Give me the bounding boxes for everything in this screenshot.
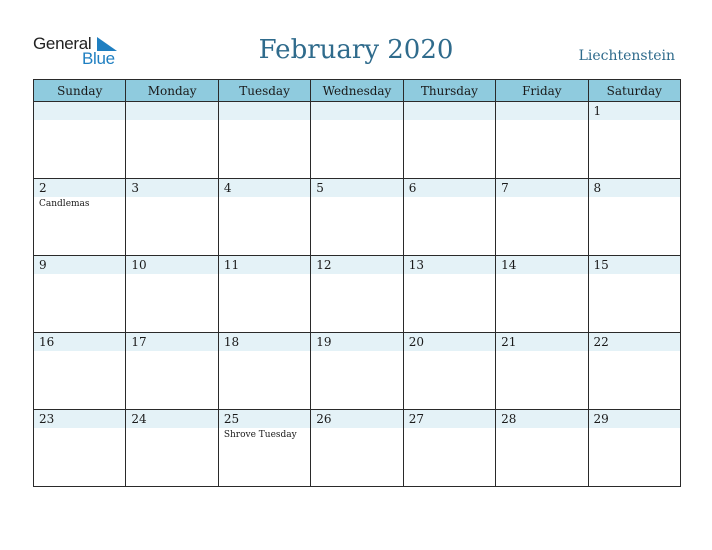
- day-number-band: [311, 102, 402, 120]
- day-number-band: [589, 410, 680, 428]
- day-cell: [311, 179, 403, 256]
- weekday-sunday: Sunday: [34, 80, 126, 102]
- day-number-band: [34, 410, 125, 428]
- day-number-band: [404, 333, 495, 351]
- day-cell: [311, 102, 403, 179]
- day-cell: [218, 256, 310, 333]
- logo-word-general: General: [33, 34, 92, 53]
- day-cell: [403, 333, 495, 410]
- week-row: [34, 410, 681, 487]
- day-number-band: [496, 410, 587, 428]
- day-number: 18: [223, 335, 240, 349]
- day-number-band: [219, 179, 310, 197]
- day-number-band: [404, 179, 495, 197]
- weekday-tuesday: Tuesday: [218, 80, 310, 102]
- day-number: 16: [39, 335, 55, 349]
- day-cell: [218, 102, 310, 179]
- day-number: 27: [408, 412, 424, 426]
- day-number: 24: [131, 412, 147, 426]
- day-cell: [311, 333, 403, 410]
- week-row: [34, 256, 681, 333]
- day-cell: [403, 410, 495, 487]
- day-cell: [403, 179, 495, 256]
- logo-word-blue: Blue: [82, 49, 115, 68]
- day-number-band: [219, 410, 310, 428]
- day-number: 4: [223, 181, 232, 195]
- day-number-band: [126, 179, 217, 197]
- day-number: 20: [408, 335, 424, 349]
- day-cell: [496, 256, 588, 333]
- day-number-band: [589, 102, 680, 120]
- day-number-band: [126, 333, 217, 351]
- weekday-friday: Friday: [496, 80, 588, 102]
- day-cell: [496, 179, 588, 256]
- day-number-band: [34, 333, 125, 351]
- day-number-band: [126, 102, 217, 120]
- day-number-band: [219, 333, 310, 351]
- day-number-band: [219, 256, 310, 274]
- page-title: February 2020: [258, 35, 454, 65]
- weekday-saturday: Saturday: [588, 80, 680, 102]
- day-number: 7: [501, 181, 509, 195]
- day-cell: [218, 179, 310, 256]
- country-label: Liechtenstein: [578, 48, 675, 64]
- weekday-header-row: [34, 80, 681, 102]
- day-number: 19: [316, 335, 332, 349]
- day-cell: [34, 333, 126, 410]
- day-number: 8: [593, 181, 602, 195]
- day-number: 11: [223, 258, 240, 272]
- day-number-band: [404, 102, 495, 120]
- day-number: 23: [39, 412, 55, 426]
- day-cell: [588, 256, 680, 333]
- day-number: 2: [39, 181, 47, 195]
- day-number: 17: [131, 335, 147, 349]
- day-number: 1: [593, 104, 602, 118]
- day-cell: [126, 102, 218, 179]
- day-cell: [311, 410, 403, 487]
- day-number: 3: [131, 181, 140, 195]
- day-number: 12: [316, 258, 332, 272]
- holiday-label: Candlemas: [39, 199, 90, 209]
- day-number-band: [126, 410, 217, 428]
- day-number-band: [404, 256, 495, 274]
- calendar-grid: [33, 79, 681, 487]
- week-row: [34, 102, 681, 179]
- day-number-band: [34, 102, 125, 120]
- day-cell: [588, 102, 680, 179]
- day-number: 29: [593, 412, 609, 426]
- day-cell: [126, 256, 218, 333]
- day-number: 25: [223, 412, 240, 426]
- day-number: 14: [501, 258, 517, 272]
- day-number: 21: [501, 335, 517, 349]
- day-number-band: [34, 179, 125, 197]
- day-number-band: [34, 256, 125, 274]
- day-cell: [403, 256, 495, 333]
- day-number-band: [589, 256, 680, 274]
- week-row: [34, 179, 681, 256]
- day-number: 28: [501, 412, 517, 426]
- day-cell: [496, 410, 588, 487]
- day-cell: [311, 256, 403, 333]
- day-cell: [588, 179, 680, 256]
- weekday-thursday: Thursday: [403, 80, 495, 102]
- day-number-band: [496, 256, 587, 274]
- day-cell: [496, 333, 588, 410]
- day-number-band: [219, 102, 310, 120]
- day-number: 10: [131, 258, 147, 272]
- day-number-band: [311, 256, 402, 274]
- day-number-band: [311, 333, 402, 351]
- weekday-wednesday: Wednesday: [311, 80, 403, 102]
- day-cell: [403, 102, 495, 179]
- week-row: [34, 333, 681, 410]
- day-number-band: [496, 102, 587, 120]
- day-number: 9: [39, 258, 47, 272]
- day-cell: [218, 333, 310, 410]
- day-cell: [34, 179, 126, 256]
- calendar-body: [34, 102, 681, 487]
- day-cell: [588, 410, 680, 487]
- holiday-label: Shrove Tuesday: [223, 430, 297, 440]
- day-number-band: [126, 256, 217, 274]
- day-number-band: [589, 179, 680, 197]
- day-number-band: [496, 333, 587, 351]
- weekday-monday: Monday: [126, 80, 218, 102]
- day-number: 15: [593, 258, 609, 272]
- day-cell: [34, 256, 126, 333]
- day-number-band: [311, 410, 402, 428]
- day-number-band: [311, 179, 402, 197]
- day-number: 26: [316, 412, 332, 426]
- day-number-band: [404, 410, 495, 428]
- day-cell: [496, 102, 588, 179]
- day-number: 5: [316, 181, 324, 195]
- day-cell: [126, 333, 218, 410]
- day-number-band: [496, 179, 587, 197]
- day-cell: [34, 410, 126, 487]
- day-cell: [34, 102, 126, 179]
- day-cell: [126, 179, 218, 256]
- day-cell: [126, 410, 218, 487]
- day-number: 22: [593, 335, 609, 349]
- day-number-band: [589, 333, 680, 351]
- day-cell: [218, 410, 310, 487]
- day-number: 6: [408, 181, 417, 195]
- day-number: 13: [408, 258, 424, 272]
- day-cell: [588, 333, 680, 410]
